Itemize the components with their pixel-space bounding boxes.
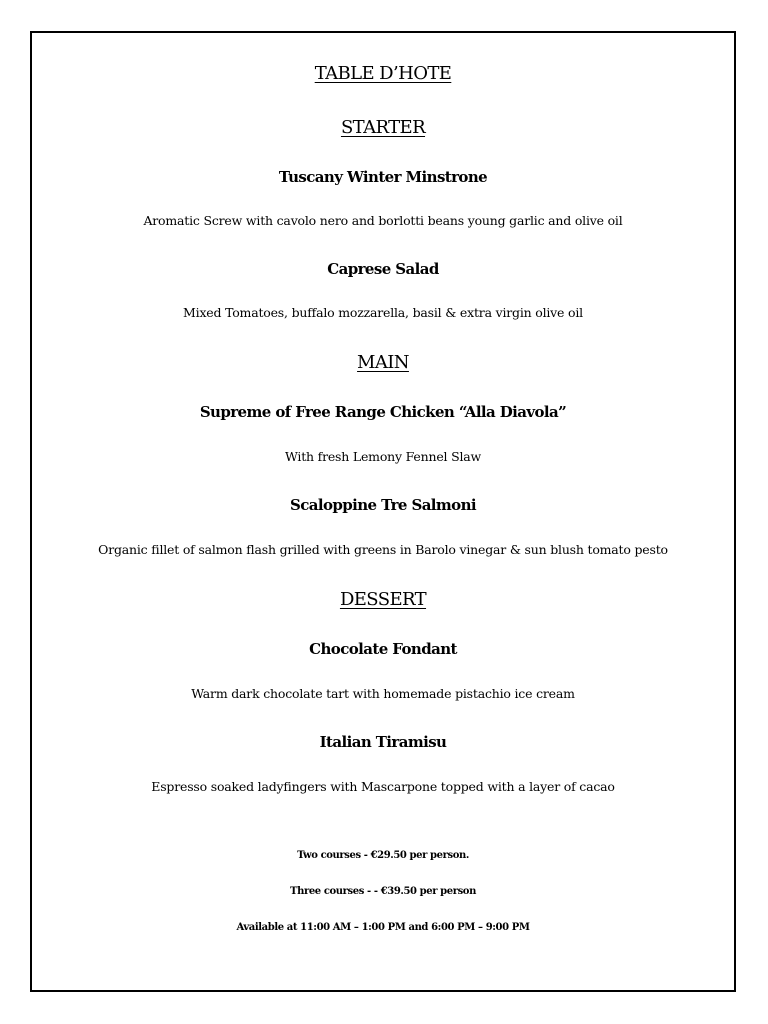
dish-description: Mixed Tomatoes, buffalo mozzarella, basil & extra virgin olive oil	[183, 305, 583, 320]
dish-description: Organic fillet of salmon flash grilled with greens in Barolo vinegar & sun blush tomato pesto	[98, 542, 668, 557]
section-heading-starter: STARTER	[340, 117, 426, 138]
menu-title: TABLE D’HOTE	[314, 63, 452, 84]
dish-name: Chocolate Fondant	[309, 640, 457, 658]
menu-frame	[30, 31, 736, 992]
dish-description: Espresso soaked ladyfingers with Mascarpone topped with a layer of cacao	[151, 779, 615, 794]
dish-name: Caprese Salad	[327, 260, 439, 278]
section-heading-main: MAIN	[357, 352, 409, 373]
dish-description: Warm dark chocolate tart with homemade pistachio ice cream	[191, 686, 575, 701]
dish-name: Supreme of Free Range Chicken “Alla Diavola”	[199, 403, 567, 421]
section-heading-dessert: DESSERT	[339, 589, 427, 610]
dish-name: Tuscany Winter Minstrone	[278, 168, 488, 186]
dish-name: Italian Tiramisu	[319, 733, 447, 751]
dish-name: Scaloppine Tre Salmoni	[289, 496, 476, 514]
price-two-courses: Two courses - €29.50 per person.	[297, 850, 469, 861]
dish-description: Aromatic Screw with cavolo nero and borlotti beans young garlic and olive oil	[143, 213, 623, 228]
availability-hours: Available at 11:00 AM – 1:00 PM and 6:00 PM – 9:00 PM	[236, 922, 530, 933]
price-three-courses: Three courses - - €39.50 per person	[290, 886, 476, 897]
dish-description: With fresh Lemony Fennel Slaw	[284, 449, 482, 464]
